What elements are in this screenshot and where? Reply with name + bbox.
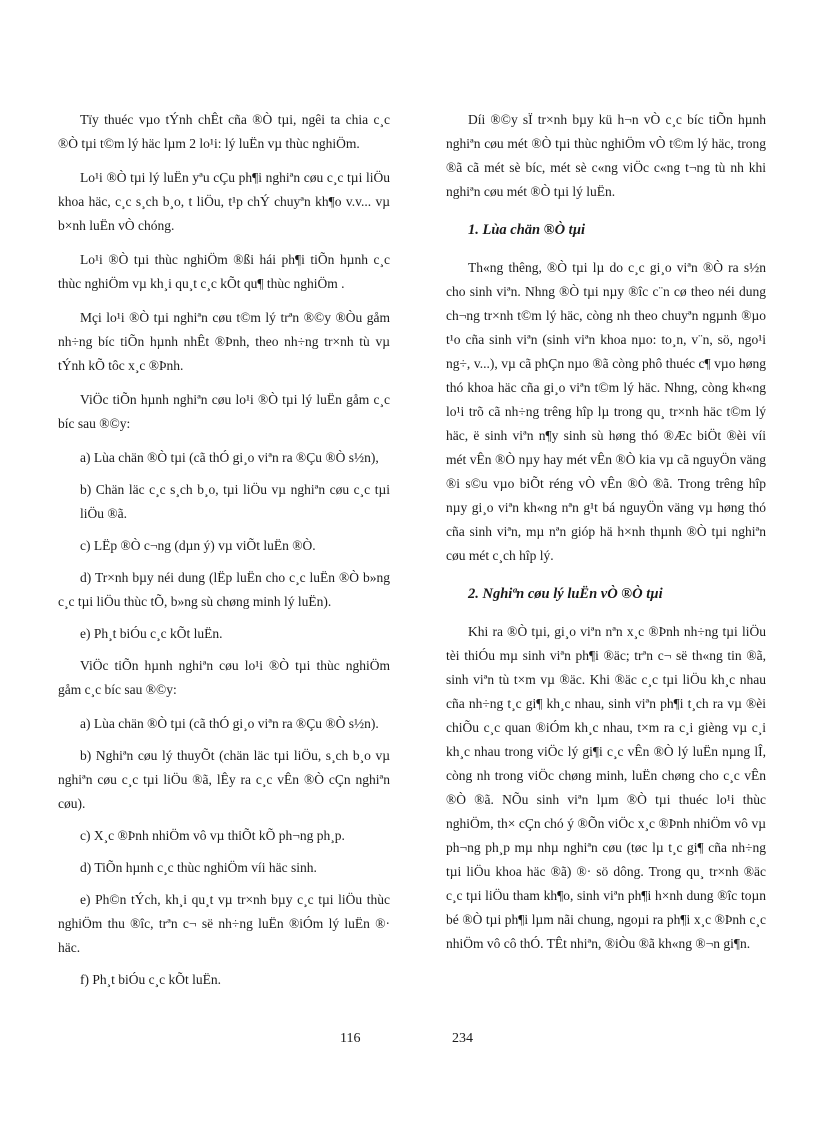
left-paragraph-1: Tïy thuéc vµo tÝnh chÊt cña ®Ò tµi, ngêi ta chia c¸c ®Ò tµi t©m lý häc lµm 2 lo¹i: lý luËn vµ thùc nghiÖm.	[58, 112, 390, 152]
right-page-column	[446, 108, 766, 966]
right-intro-paragraph: Díi ®©y sÏ tr×nh bµy kü h¬n vÒ c¸c bíc tiÕn hµnh nghiªn cøu mét ®Ò tµi thùc nghiÖm vÒ t©m lý häc, trong ®ã cã mét sè bíc, mét sè c«ng viÖc c«ng t¬ng tù nh khi nghiªn cøu mét ®Ò tµi lý luËn.	[446, 112, 766, 200]
left-page-column	[58, 108, 390, 1000]
left-paragraph-5: ViÖc tiÕn hµnh nghiªn cøu lo¹i ®Ò tµi lý luËn gåm c¸c bíc sau ®©y:	[58, 392, 390, 432]
left-list-item-f2: f) Ph¸t biÓu c¸c kÕt luËn.	[80, 972, 221, 988]
section-1-paragraph: Th«ng thêng, ®Ò tµi lµ do c¸c gi¸o viªn ®Ò ra s½n cho sinh viªn. Nhng ®Ò tµi nµy ®îc c¨n cø theo néi dung ch¬ng tr×nh t©m lý häc, còng nh theo chuyªn ngµnh ®µo t¹o cña sinh viªn (sinh viªn khoa nµo: to¸n, v¨n, sö, ngo¹i ng÷, v...), vµ cã phÇn nµo ®ã còng phô thuéc c¶ vµo høng thó khoa häc cña gi¸o viªn t©m lý häc. Nhng, còng kh«ng lo¹i trõ cã nh÷ng trêng hîp lµ trong qu¸ tr×nh häc t©m lý häc, ë sinh viªn n¶y sinh sù høng thó ®Æc biÖt ®èi víi mét vÊn ®Ò nµy hay mét vÊn ®Ò kia vµ cã nguyÖn väng ®i s©u vµo biÕt réng vÒ vÊn ®Ò ®ã. Trong trêng hîp nµy gi¸o viªn kh«ng nªn g¹t bá nguyÖn väng vµ høng thó cña sinh viªn, mµ nªn gióp hä h×nh thµnh ®Ò tµi nghiªn cøu mét c¸ch hîp lý.	[446, 259, 766, 564]
left-list-item-a2: a) Lùa chän ®Ò tµi (cã thÓ gi¸o viªn ra ®Çu ®Ò s½n).	[80, 716, 379, 732]
section-2-paragraph: Khi ra ®Ò tµi, gi¸o viªn nªn x¸c ®Þnh nh÷ng tµi liÖu tèi thiÓu mµ sinh viªn ph¶i ®äc; trªn c¬ së th«ng tin ®ã, sinh viªn tù t×m vµ ®äc. Khi ®äc c¸c tµi liÖu kh¸c nhau cña nh÷ng t¸c gi¶ kh¸c nhau, sinh viªn ph¶i t¸ch ra vµ ®èi chiÕu c¸c quan ®iÓm kh¸c nhau, t×m ra c¸i gièng vµ c¸i kh¸c nhau trong viÖc lý gi¶i c¸c vÊn ®Ò lý luËn nµng lÎ, còng nh trong viÖc chøng minh, luËn chøng cho c¸c vÊn ®Ò ®ã. NÕu sinh viªn lµm ®Ò tµi thuéc lo¹i thùc nghiÖm, th× cÇn chó ý ®Õn viÖc x¸c ®Þnh nhiÖm vô vµ ph¬ng ph¸p mµ nhµ nghiªn cøu (tøc lµ t¸c gi¶ cña nh÷ng tµi liÖu khoa häc ®ã) ®· sö dông. Trong qu¸ tr×nh ®äc c¸c tµi liÖu tham kh¶o, sinh viªn ph¶i h×nh dung ®îc toµn bé ®Ò tµi ph¶i lµm nãi chung, ngoµi ra ph¶i x¸c ®Þnh c¸c nhiÖm vô cô thÓ. TÊt nhiªn, ®iÒu ®ã kh«ng ®¬n gi¶n.	[446, 623, 766, 952]
left-paragraph-3: Lo¹i ®Ò tµi thùc nghiÖm ®ßi hái ph¶i tiÕn hµnh c¸c thùc nghiÖm vµ kh¸i qu¸t c¸c kÕt qu¶ thùc nghiÖm .	[58, 252, 390, 292]
left-list-item-b1: b) Chän läc c¸c s¸ch b¸o, tµi liÖu vµ nghiªn cøu c¸c tµi liÖu ®ã.	[80, 482, 390, 522]
left-list-item-c2: c) X¸c ®Þnh nhiÖm vô vµ thiÕt kÕ ph¬ng ph¸p.	[80, 828, 345, 844]
left-list-item-c1: c) LËp ®Ò c¬ng (dµn ý) vµ viÕt luËn ®Ò.	[80, 538, 316, 554]
left-paragraph-2: Lo¹i ®Ò tµi lý luËn yªu cÇu ph¶i nghiªn cøu c¸c tµi liÖu khoa häc, c¸c s¸ch b¸o, t liÖu, t¹p chÝ chuyªn kh¶o v.v... vµ b×nh luËn vÒ chóng.	[58, 170, 390, 234]
left-page-number: 116	[340, 1031, 361, 1046]
left-list-item-a1: a) Lùa chän ®Ò tµi (cã thÓ gi¸o viªn ra ®Çu ®Ò s½n),	[80, 450, 379, 466]
section-1-heading: 1. Lùa chän ®Ò tµi	[468, 222, 586, 239]
left-list-item-e1: e) Ph¸t biÓu c¸c kÕt luËn.	[80, 626, 223, 642]
left-paragraph-4: Mçi lo¹i ®Ò tµi nghiªn cøu t©m lý trªn ®©y ®Òu gåm nh÷ng bíc tiÕn hµnh nhÊt ®Þnh, theo nh÷ng tr×nh tù vµ tÝnh kÕ tôc x¸c ®Þnh.	[58, 310, 390, 374]
left-list-item-d1: d) Tr×nh bµy néi dung (lËp luËn cho c¸c luËn ®Ò b»ng c¸c tµi liÖu thùc tÕ, b»ng sù chøng minh lý luËn).	[58, 570, 390, 610]
right-page-number: 234	[452, 1031, 473, 1046]
left-list-item-e2: e) Ph©n tÝch, kh¸i qu¸t vµ tr×nh bµy c¸c tµi liÖu thùc nghiÖm thu ®îc, trªn c¬ së nh÷ng luËn ®iÓm lý luËn ®· häc.	[58, 892, 390, 956]
left-list-item-b2: b) Nghiªn cøu lý thuyÕt (chän läc tµi liÖu, s¸ch b¸o vµ nghiªn cøu c¸c tµi liÖu ®ã, lÊy ra c¸c vÊn ®Ò cÇn nghiªn cøu).	[58, 748, 390, 812]
section-2-heading: 2. Nghiªn cøu lý luËn vÒ ®Ò tµi	[468, 586, 663, 603]
left-paragraph-6: ViÖc tiÕn hµnh nghiªn cøu lo¹i ®Ò tµi thùc nghiÖm gåm c¸c bíc sau ®©y:	[58, 658, 390, 698]
left-list-item-d2: d) TiÕn hµnh c¸c thùc nghiÖm víi häc sinh.	[80, 860, 317, 876]
